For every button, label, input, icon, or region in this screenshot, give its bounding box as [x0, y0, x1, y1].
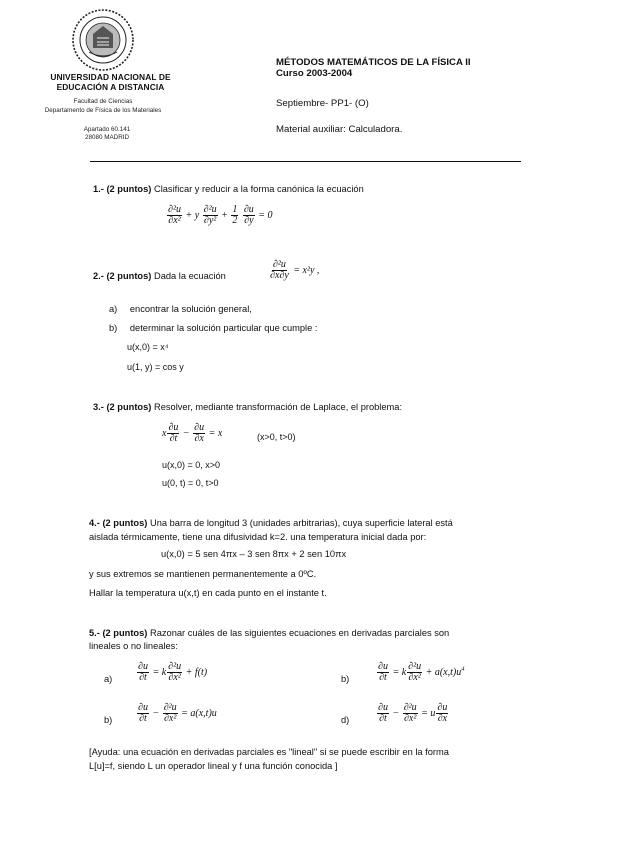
problem-2-item-a-text: encontrar la solución general, — [129, 304, 252, 314]
exam-session: Septiembre- PP1- (O) — [276, 98, 369, 109]
problem-5-label-d: d) — [341, 715, 350, 725]
problem-5-line-1-text: Razonar cuáles de las siguientes ecuaciones en derivadas parciales son — [149, 628, 450, 638]
faculty-block — [0, 98, 206, 115]
problem-1-points: (2 puntos) — [106, 184, 152, 194]
problem-5-label-c: b) — [104, 715, 113, 725]
problem-1-number: 1.- — [93, 184, 104, 194]
problem-5-points: (2 puntos) — [102, 628, 148, 638]
problem-5-hint-line-1: [Ayuda: una ecuación en derivadas parciales es "lineal" si se puede escribir en la forma — [89, 747, 449, 757]
problem-3-statement — [93, 401, 402, 413]
address-line-1: Apartado 60.141 — [83, 126, 131, 133]
problem-2-statement — [93, 270, 226, 282]
problem-3-number: 3.- — [93, 402, 104, 412]
problem-3-condition-2: u(0, t) = 0, t>0 — [162, 478, 219, 488]
problem-4-points: (2 puntos) — [102, 518, 148, 528]
problem-2-number: 2.- — [93, 271, 104, 281]
problem-5-line-1 — [89, 627, 449, 639]
problem-3-equation: x $\frac{\partial u}{\partial t}$ − $\frac{\partial u}{\partial x}$ = x — [162, 422, 223, 444]
problem-3-condition-1: u(x,0) = 0, x>0 — [162, 460, 221, 470]
address-block — [72, 126, 142, 142]
course-title: MÉTODOS MATEMÁTICOS DE LA FÍSICA II — [276, 57, 471, 68]
auxiliary-material: Material auxiliar: Calculadora. — [276, 124, 403, 135]
problem-5-equation-a: $\frac{\partial u}{\partial t}$ = k $\frac{\text{∂²u}}{\text{∂x²}}$ + f(t) — [138, 661, 208, 683]
problem-4-line-2: aislada térmicamente, tiene una difusividad k=2. una temperatura inicial dada por: — [89, 532, 427, 542]
problem-2-item-b-text: determinar la solución particular que cumple : — [129, 323, 318, 333]
faculty-name: Facultad de Ciencias — [73, 98, 133, 105]
address-line-2: 28080 MADRID — [84, 134, 130, 141]
problem-5-label-a: a) — [104, 674, 113, 684]
course-year: Curso 2003-2004 — [276, 68, 353, 79]
university-line-2: EDUCACIÓN A DISTANCIA — [56, 82, 165, 92]
problem-5-equation-c: $\frac{\partial u}{\partial t}$ − $\frac{\text{∂²u}}{\text{∂x²}}$ = a(x,t)u — [138, 702, 217, 724]
problem-5-hint-line-2: L[u]=f, siendo L un operador lineal y f una función conocida ] — [89, 761, 338, 771]
university-line-1: UNIVERSIDAD NACIONAL DE — [50, 72, 171, 82]
problem-2-item-a — [109, 303, 252, 315]
university-seal — [71, 8, 135, 72]
problem-2-rhs: = x²y , — [293, 264, 320, 276]
problem-4-number: 4.- — [89, 518, 100, 528]
problem-1-text: Clasificar y reducir a la forma canónica la ecuación — [153, 184, 364, 194]
problem-2-item-b-label: b) — [109, 323, 118, 333]
problem-5-number: 5.- — [89, 628, 100, 638]
problem-4-line-1 — [89, 517, 453, 529]
problem-2-points: (2 puntos) — [106, 271, 152, 281]
problem-4-initial-condition: u(x,0) = 5 sen 4πx – 3 sen 8πx + 2 sen 10πx — [161, 549, 347, 559]
problem-2-condition-1: u(x,0) = x⁴ — [127, 342, 169, 352]
problem-2-condition-2: u(1, y) = cos y — [127, 362, 184, 372]
problem-1-equation: $\frac{\text{∂²u}}{\text{∂x²}}$ + y $\frac{\text{∂²u}}{\text{∂y²}}$ + $\frac{1}{2}$ $\frac{\partial u}{\partial y}$ = 0 — [168, 204, 273, 226]
problem-3-points: (2 puntos) — [106, 402, 152, 412]
course-header — [276, 57, 471, 79]
department-name: Departamento de Física de los Materiales — [44, 106, 162, 114]
problem-4-line-4: Hallar la temperatura u(x,t) en cada punto en el instante t. — [89, 588, 327, 598]
problem-3-domain: (x>0, t>0) — [257, 432, 296, 442]
problem-3-text: Resolver, mediante transformación de Laplace, el problema: — [153, 402, 403, 412]
problem-2-text: Dada la ecuación — [153, 271, 226, 281]
header-divider — [90, 161, 521, 162]
problem-5-equation-b: $\frac{\partial u}{\partial t}$ = k $\frac{\text{∂²u}}{\text{∂x²}}$ + $a(x,t)u^4$ — [378, 661, 465, 683]
problem-5-line-2: lineales o no lineales: — [89, 641, 178, 651]
problem-5-label-b: b) — [341, 674, 350, 684]
problem-2-item-b — [109, 322, 317, 334]
problem-4-line-3: y sus extremos se mantienen permanentemente a 0ºC. — [89, 569, 317, 579]
university-name — [28, 72, 193, 92]
problem-2-equation: $\frac{\text{∂²u}}{\partial x\partial y}$ = x²y , — [270, 259, 320, 281]
problem-4-line-1-text: Una barra de longitud 3 (unidades arbitrarias), cuya superficie lateral está — [149, 518, 453, 528]
problem-1-statement — [93, 183, 364, 195]
problem-2-item-a-label: a) — [109, 304, 118, 314]
problem-5-equation-d: $\frac{\partial u}{\partial t}$ − $\frac{\text{∂²u}}{\text{∂x²}}$ = u $\frac{\partial u}{\partial x}$ — [378, 702, 448, 724]
